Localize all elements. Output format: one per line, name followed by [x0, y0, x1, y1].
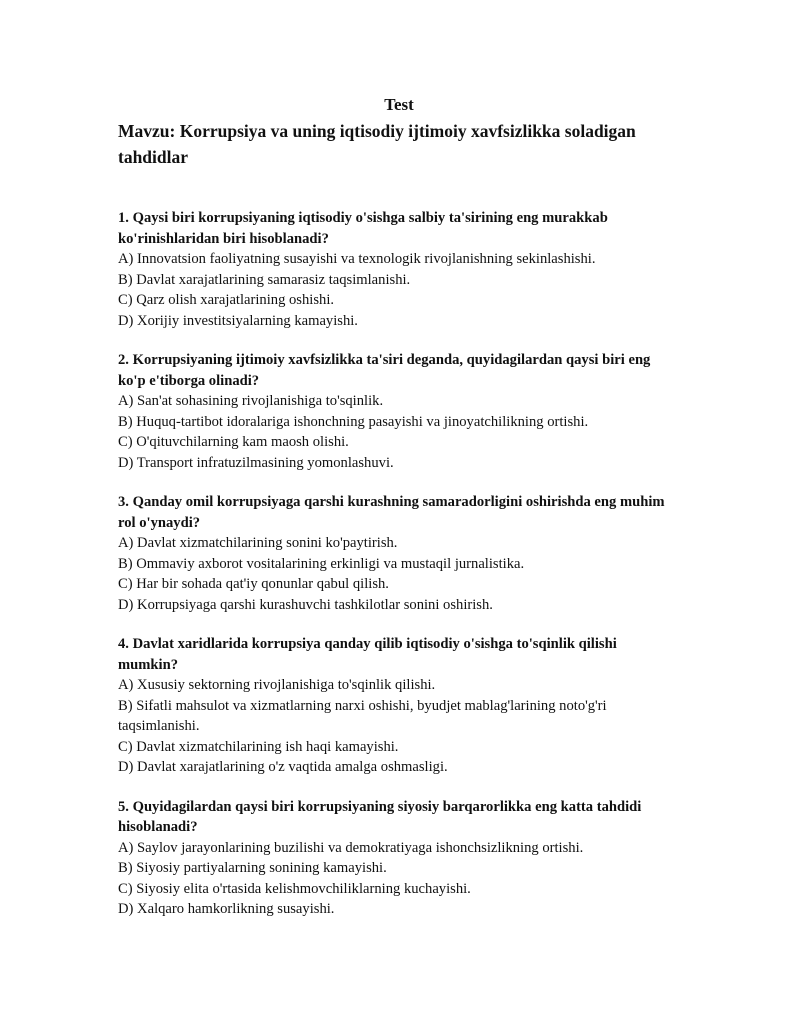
question-text: 4. Davlat xaridlarida korrupsiya qanday qilib iqtisodiy o'sishga to'sqinlik qilishi mumkin?	[118, 636, 617, 673]
answer-options	[118, 533, 680, 615]
answer-options	[118, 675, 680, 778]
answer-option-c: C) Qarz olish xarajatlarining oshishi.	[118, 292, 335, 308]
answer-option-d: D) Korrupsiyaga qarshi kurashuvchi tashkilotlar sonini oshirish.	[118, 596, 493, 613]
answer-options	[118, 838, 680, 920]
question-text: 5. Quyidagilardan qaysi biri korrupsiyaning siyosiy barqarorlikka eng katta tahdidi hisoblanadi?	[118, 798, 642, 835]
answer-option-a: A) Innovatsion faoliyatning susayishi va texnologik rivojlanishning sekinlashishi.	[118, 251, 596, 267]
question-2	[118, 350, 680, 473]
answer-options	[118, 249, 680, 331]
question-3	[118, 492, 680, 615]
answer-options	[118, 391, 680, 473]
answer-option-b: B) Ommaviy axborot vositalarining erkinligi va mustaqil jurnalistika.	[118, 555, 525, 572]
answer-option-c: C) Davlat xizmatchilarining ish haqi kamayishi.	[118, 738, 399, 755]
question-text: 2. Korrupsiyaning ijtimoiy xavfsizlikka ta'siri deganda, quyidagilardan qaysi biri eng ko'p e'tiborga olinadi?	[118, 352, 651, 389]
answer-option-d: D) Davlat xarajatlarining o'z vaqtida amalga oshmasligi.	[118, 759, 448, 775]
question-text: 1. Qaysi biri korrupsiyaning iqtisodiy o'sishga salbiy ta'sirining eng murakkab ko'rinishlaridan biri hisoblanadi?	[118, 210, 608, 247]
answer-option-c: C) Siyosiy elita o'rtasida kelishmovchiliklarning kuchayishi.	[118, 880, 471, 897]
answer-option-c: C) Har bir sohada qat'iy qonunlar qabul qilish.	[118, 576, 389, 592]
question-4	[118, 634, 680, 778]
document-subject: Mavzu: Korrupsiya va uning iqtisodiy ijtimoiy xavfsizlikka soladigan tahdidlar	[118, 121, 636, 167]
answer-option-b: B) Siyosiy partiyalarning sonining kamayishi.	[118, 860, 387, 876]
question-text: 3. Qanday omil korrupsiyaga qarshi kurashning samaradorligini oshirishda eng muhim rol o'ynaydi?	[118, 494, 665, 531]
answer-option-a: A) Saylov jarayonlarining buzilishi va demokratiyaga ishonchsizlikning ortishi.	[118, 839, 584, 856]
answer-option-d: D) Transport infratuzilmasining yomonlashuvi.	[118, 454, 394, 471]
answer-option-a: A) Davlat xizmatchilarining sonini ko'paytirish.	[118, 535, 398, 551]
answer-option-b: B) Sifatli mahsulot va xizmatlarning narxi oshishi, byudjet mablag'larining noto'g'ri taqsimlanishi.	[118, 697, 607, 734]
answer-option-c: C) O'qituvchilarning kam maosh olishi.	[118, 434, 349, 450]
question-1	[118, 208, 680, 331]
answer-option-a: A) Xususiy sektorning rivojlanishiga to'sqinlik qilishi.	[118, 677, 436, 693]
answer-option-b: B) Davlat xarajatlarining samarasiz taqsimlanishi.	[118, 271, 411, 288]
document-title: Test	[384, 95, 414, 114]
answer-option-b: B) Huquq-tartibot idoralariga ishonchning pasayishi va jinoyatchilikning ortishi.	[118, 413, 589, 430]
answer-option-a: A) San'at sohasining rivojlanishiga to'sqinlik.	[118, 393, 384, 409]
answer-option-d: D) Xorijiy investitsiyalarning kamayishi.	[118, 312, 358, 329]
question-5	[118, 797, 680, 920]
answer-option-d: D) Xalqaro hamkorlikning susayishi.	[118, 901, 335, 917]
